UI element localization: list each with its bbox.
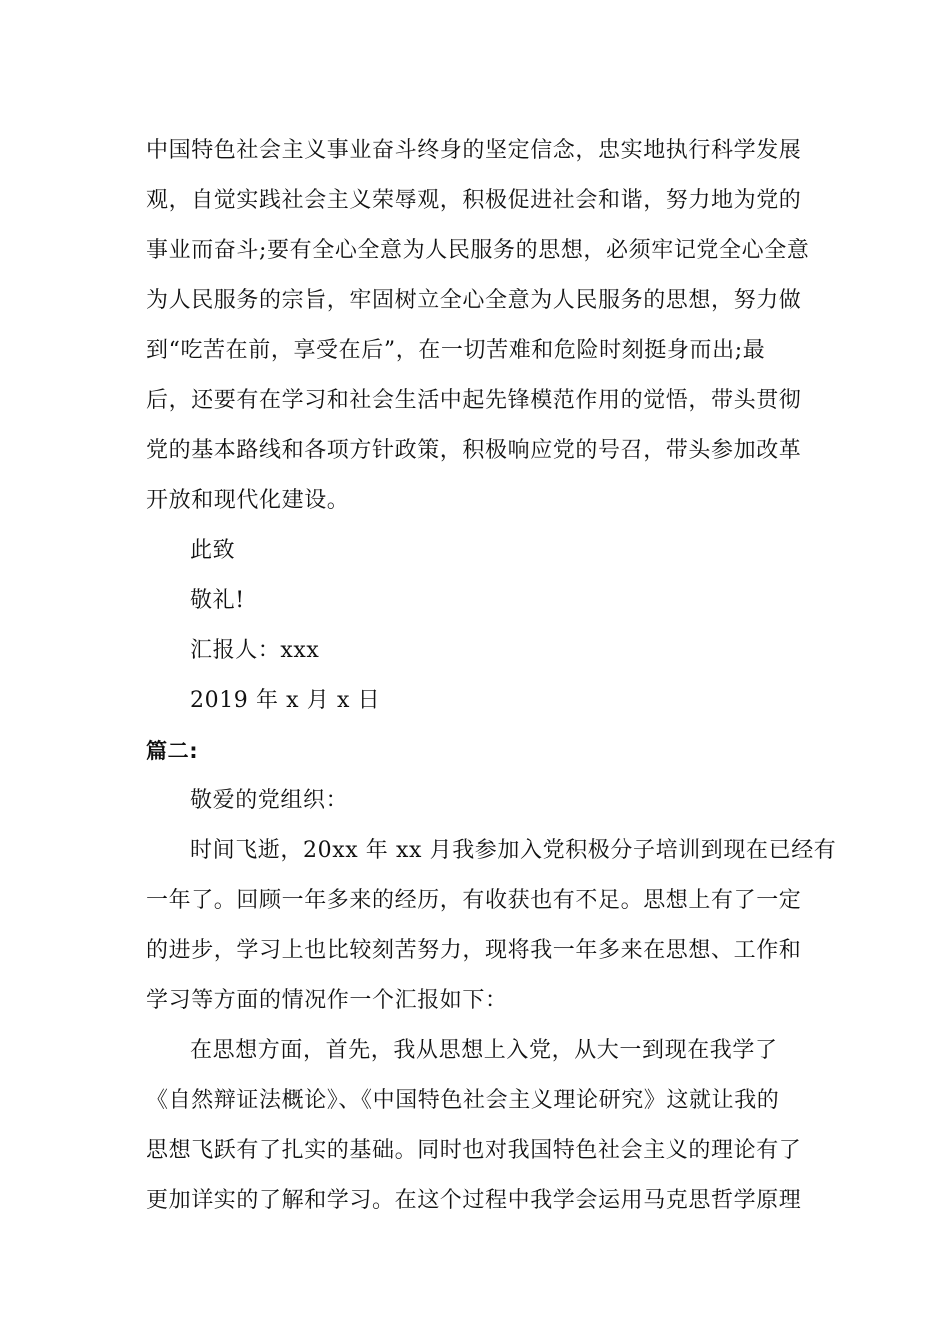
text-line: 开放和现代化建设。 <box>146 488 350 513</box>
reporter-name: 汇报人：xxx <box>190 638 320 663</box>
text-line: 思想飞跃有了扎实的基础。同时也对我国特色社会主义的理论有了 <box>146 1138 802 1163</box>
text-line: 党的基本路线和各项方针政策，积极响应党的号召，带头参加改革 <box>146 438 802 463</box>
text-line: 事业而奋斗;要有全心全意为人民服务的思想，必须牢记党全心全意 <box>146 238 810 263</box>
text-line: 的进步，学习上也比较刻苦努力，现将我一年多来在思想、工作和 <box>146 938 802 963</box>
paragraph-1 <box>146 126 810 526</box>
text-line: 时间飞逝，20xx 年 xx 月我参加入党积极分子培训到现在已经有 <box>190 838 837 863</box>
text-line: 到“吃苦在前，享受在后”，在一切苦难和危险时刻挺身而出;最 <box>146 338 766 363</box>
text-line: 更加详实的了解和学习。在这个过程中我学会运用马克思哲学原理 <box>146 1188 802 1213</box>
closing-block <box>146 526 806 726</box>
text-line: 中国特色社会主义事业奋斗终身的坚定信念，忠实地执行科学发展 <box>146 138 802 163</box>
paragraph-3 <box>146 1026 806 1226</box>
section-heading: 篇二: <box>146 739 199 763</box>
text-line: 《自然辩证法概论》、《中国特色社会主义理论研究》这就让我的 <box>146 1088 780 1113</box>
text-line: 一年了。回顾一年多来的经历，有收获也有不足。思想上有了一定 <box>146 888 802 913</box>
text-line: 观，自觉实践社会主义荣辱观，积极促进社会和谐，努力地为党的 <box>146 188 802 213</box>
closing-salutation: 此致 <box>190 538 236 563</box>
report-date: 2019 年 x 月 x 日 <box>190 688 381 713</box>
letter-greeting: 敬爱的党组织： <box>190 788 349 813</box>
document-body <box>146 126 837 1226</box>
text-line: 学习等方面的情况作一个汇报如下： <box>146 988 508 1013</box>
text-line: 后，还要有在学习和社会生活中起先锋模范作用的觉悟，带头贯彻 <box>146 388 802 413</box>
closing-regards: 敬礼! <box>190 588 245 613</box>
text-line: 为人民服务的宗旨，牢固树立全心全意为人民服务的思想，努力做 <box>146 288 802 313</box>
text-line: 在思想方面，首先，我从思想上入党，从大一到现在我学了 <box>190 1038 778 1063</box>
paragraph-2 <box>146 826 837 1026</box>
